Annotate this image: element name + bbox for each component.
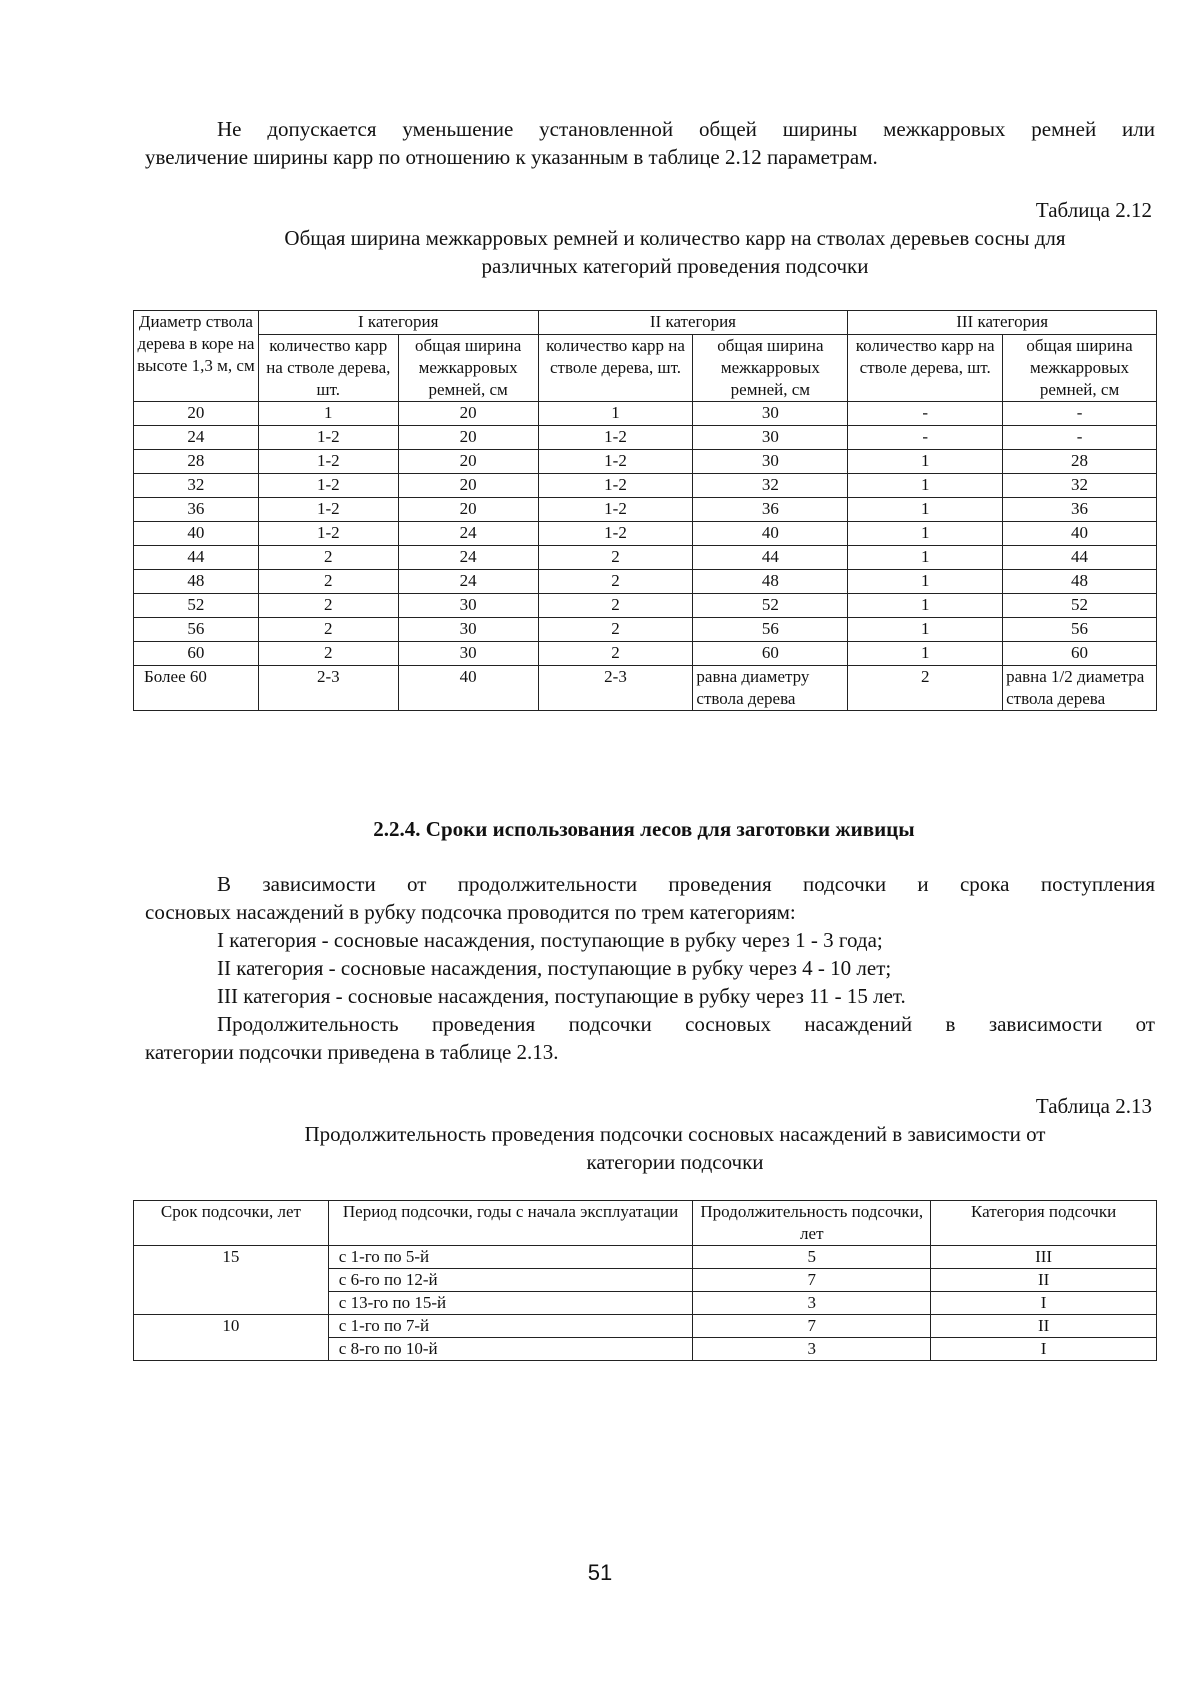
cell: 44 — [134, 546, 259, 570]
header-cat2-width: общая ширина межкарровых ремней, см — [693, 335, 848, 402]
cell: 56 — [1003, 618, 1157, 642]
cell: 30 — [398, 642, 538, 666]
cell: 24 — [398, 522, 538, 546]
cell: 2 — [538, 546, 693, 570]
table-row — [134, 642, 1157, 666]
category-2-line: II категория - сосновые насаждения, поступающие в рубку через 4 - 10 лет; — [217, 956, 892, 980]
term-cell-15: 15 — [134, 1246, 329, 1315]
table-2-13 — [133, 1200, 1157, 1361]
term-cell-10: 10 — [134, 1315, 329, 1361]
cell: 24 — [398, 546, 538, 570]
cell: 1 — [848, 522, 1003, 546]
table-row — [134, 570, 1157, 594]
cell: - — [1003, 426, 1157, 450]
cell: 48 — [1003, 570, 1157, 594]
cell: 2-3 — [538, 666, 693, 711]
cell: 1-2 — [258, 498, 398, 522]
cell: 2 — [258, 642, 398, 666]
cell: 2 — [258, 594, 398, 618]
section-paragraph-1-line-2: сосновых насаждений в рубку подсочка проводится по трем категориям: — [145, 900, 796, 924]
cell: 20 — [398, 402, 538, 426]
cell: 24 — [398, 570, 538, 594]
cell: 20 — [398, 498, 538, 522]
table-row — [134, 666, 1157, 711]
table-row — [134, 1315, 1157, 1338]
cell: I — [931, 1292, 1157, 1315]
cell: с 1-го по 5-й — [328, 1246, 693, 1269]
table-row — [134, 426, 1157, 450]
cell: II — [931, 1269, 1157, 1292]
cell: 48 — [693, 570, 848, 594]
cell: 1 — [848, 594, 1003, 618]
header-cat3-count: количество карр на стволе дерева, шт. — [848, 335, 1003, 402]
table-2-13-title-line-1: Продолжительность проведения подсочки сосновых насаждений в зависимости от — [304, 1122, 1046, 1146]
cell: 1-2 — [538, 522, 693, 546]
cell: 2 — [538, 594, 693, 618]
cell: 2-3 — [258, 666, 398, 711]
cell: 40 — [398, 666, 538, 711]
section-paragraph-2-line-2: категории подсочки приведена в таблице 2.13. — [145, 1040, 559, 1064]
cell: 1 — [848, 450, 1003, 474]
cell: 2 — [538, 618, 693, 642]
cell: 40 — [1003, 522, 1157, 546]
cell: 32 — [693, 474, 848, 498]
cell: 2 — [258, 618, 398, 642]
cell: 56 — [134, 618, 259, 642]
cell: 36 — [134, 498, 259, 522]
table-row — [134, 618, 1157, 642]
cell: 1 — [538, 402, 693, 426]
cell: - — [848, 402, 1003, 426]
header-period: Период подсочки, годы с начала эксплуатации — [328, 1201, 693, 1246]
cell: 3 — [693, 1338, 931, 1361]
cell: 60 — [1003, 642, 1157, 666]
cell: 1-2 — [538, 450, 693, 474]
cell: 20 — [398, 426, 538, 450]
cell: 30 — [398, 594, 538, 618]
cell: 1-2 — [258, 426, 398, 450]
cell: с 8-го по 10-й — [328, 1338, 693, 1361]
section-paragraph-1-line-1: В зависимости от продолжительности проведения подсочки и срока поступления — [217, 872, 1155, 896]
cell: 60 — [693, 642, 848, 666]
cell: III — [931, 1246, 1157, 1269]
cell: 1-2 — [538, 474, 693, 498]
header-category: Категория подсочки — [931, 1201, 1157, 1246]
cell: 3 — [693, 1292, 931, 1315]
cell: - — [1003, 402, 1157, 426]
header-cat3-width: общая ширина межкарровых ремней, см — [1003, 335, 1157, 402]
cell: II — [931, 1315, 1157, 1338]
table-row — [134, 474, 1157, 498]
cell: с 6-го по 12-й — [328, 1269, 693, 1292]
cell: 30 — [398, 618, 538, 642]
table-row — [134, 498, 1157, 522]
header-cat2-count: количество карр на стволе дерева, шт. — [538, 335, 693, 402]
cell: 52 — [134, 594, 259, 618]
cell: 30 — [693, 426, 848, 450]
table-row — [134, 450, 1157, 474]
table-2-12-label: Таблица 2.12 — [1035, 198, 1152, 222]
header-category-1: I категория — [258, 311, 538, 335]
cell: 20 — [398, 450, 538, 474]
cell: 20 — [134, 402, 259, 426]
cell: 24 — [134, 426, 259, 450]
category-1-line: I категория - сосновые насаждения, поступающие в рубку через 1 - 3 года; — [217, 928, 883, 952]
header-cat1-width: общая ширина межкарровых ремней, см — [398, 335, 538, 402]
cell: 44 — [693, 546, 848, 570]
table-2-12-title-line-1: Общая ширина межкарровых ремней и количество карр на стволах деревьев сосны для — [284, 226, 1066, 250]
intro-line-2: увеличение ширины карр по отношению к указанным в таблице 2.12 параметрам. — [145, 145, 878, 169]
table-row — [134, 546, 1157, 570]
cell: 1 — [848, 474, 1003, 498]
cell: 32 — [134, 474, 259, 498]
cell: 1 — [258, 402, 398, 426]
table-2-12 — [133, 310, 1157, 711]
cell: 1-2 — [538, 426, 693, 450]
cell: 20 — [398, 474, 538, 498]
cell: равна 1/2 диаметра ствола дерева — [1003, 666, 1157, 711]
cell: 30 — [693, 402, 848, 426]
cell: с 13-го по 15-й — [328, 1292, 693, 1315]
cell: 60 — [134, 642, 259, 666]
cell: 1-2 — [258, 450, 398, 474]
table-row — [134, 402, 1157, 426]
cell: 7 — [693, 1315, 931, 1338]
cell: 2 — [538, 570, 693, 594]
cell: 1 — [848, 618, 1003, 642]
table-row — [134, 522, 1157, 546]
table-row — [134, 1246, 1157, 1269]
cell: 30 — [693, 450, 848, 474]
header-cat1-count: количество карр на стволе дерева, шт. — [258, 335, 398, 402]
cell: равна диаметру ствола дерева — [693, 666, 848, 711]
cell: - — [848, 426, 1003, 450]
header-duration: Продолжительность подсочки, лет — [693, 1201, 931, 1246]
cell: 40 — [693, 522, 848, 546]
cell: 1-2 — [258, 474, 398, 498]
cell: 5 — [693, 1246, 931, 1269]
cell: 52 — [693, 594, 848, 618]
intro-line-1: Не допускается уменьшение установленной общей ширины межкарровых ремней или — [217, 117, 1155, 141]
cell: 1-2 — [538, 498, 693, 522]
cell: 32 — [1003, 474, 1157, 498]
cell: 28 — [1003, 450, 1157, 474]
cell: 36 — [1003, 498, 1157, 522]
category-3-line: III категория - сосновые насаждения, поступающие в рубку через 11 - 15 лет. — [217, 984, 906, 1008]
header-category-2: II категория — [538, 311, 848, 335]
cell: 1 — [848, 570, 1003, 594]
header-term: Срок подсочки, лет — [134, 1201, 329, 1246]
cell: 28 — [134, 450, 259, 474]
table-2-13-title-line-2: категории подсочки — [586, 1150, 764, 1174]
cell: 7 — [693, 1269, 931, 1292]
cell: I — [931, 1338, 1157, 1361]
table-row — [134, 594, 1157, 618]
cell: 2 — [258, 546, 398, 570]
table-2-12-title-line-2: различных категорий проведения подсочки — [481, 254, 869, 278]
cell: 2 — [258, 570, 398, 594]
cell: 1 — [848, 546, 1003, 570]
header-diameter: Диаметр ствола дерева в коре на высоте 1,3 м, см — [134, 311, 259, 402]
page-number: 51 — [587, 1560, 613, 1585]
cell: 1 — [848, 498, 1003, 522]
cell: с 1-го по 7-й — [328, 1315, 693, 1338]
cell: 36 — [693, 498, 848, 522]
header-category-3: III категория — [848, 311, 1157, 335]
cell: Более 60 — [134, 666, 259, 711]
cell: 48 — [134, 570, 259, 594]
cell: 2 — [538, 642, 693, 666]
cell: 56 — [693, 618, 848, 642]
cell: 52 — [1003, 594, 1157, 618]
table-2-13-label: Таблица 2.13 — [1035, 1094, 1152, 1118]
cell: 2 — [848, 666, 1003, 711]
cell: 1 — [848, 642, 1003, 666]
cell: 40 — [134, 522, 259, 546]
section-heading: 2.2.4. Сроки использования лесов для заготовки живицы — [373, 817, 915, 841]
cell: 44 — [1003, 546, 1157, 570]
cell: 1-2 — [258, 522, 398, 546]
section-paragraph-2-line-1: Продолжительность проведения подсочки сосновых насаждений в зависимости от — [217, 1012, 1155, 1036]
